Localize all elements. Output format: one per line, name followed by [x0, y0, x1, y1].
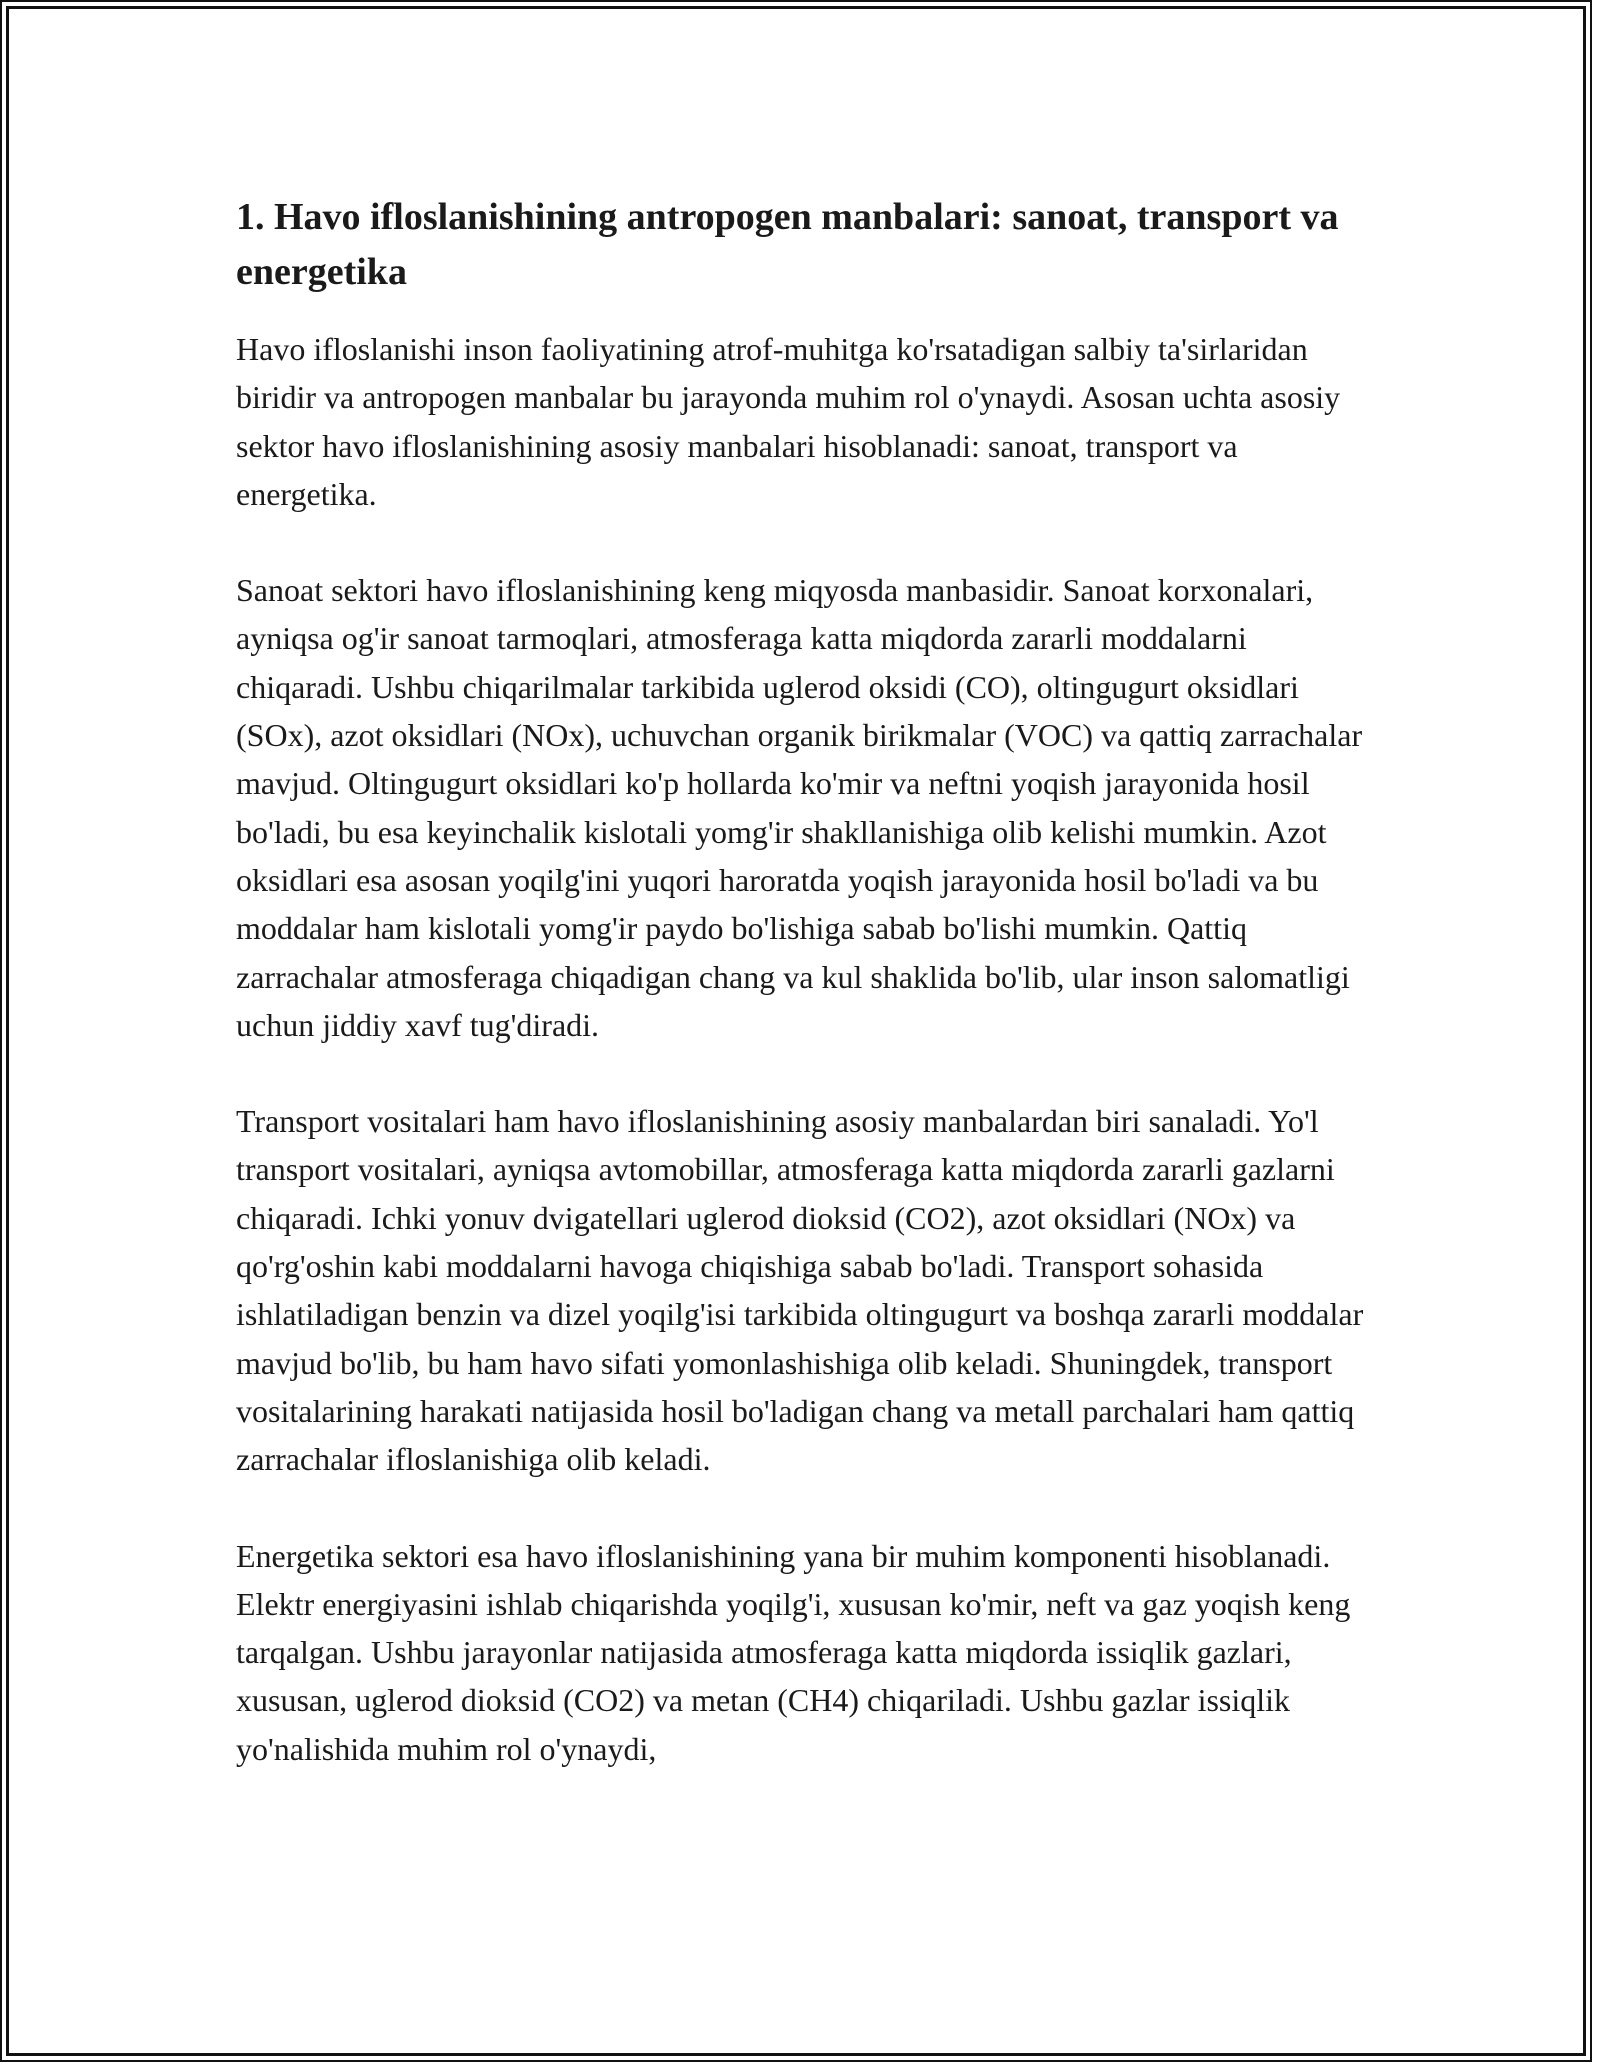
- paragraph-energy: Energetika sektori esa havo ifloslanishining yana bir muhim komponenti hisoblanadi. Elektr energiyasini ishlab chiqarishda yoqilg'i, xususan ko'mir, neft va gaz yoqish keng tarqalgan. Ushbu jarayonlar natijasida atmosferaga katta miqdorda issiqlik gazlari, xususan, uglerod dioksid (CO2) va metan (CH4) chiqariladi. Ushbu gazlar issiqlik yo'nalishida muhim rol o'ynaydi,: [236, 1537, 1351, 1767]
- paragraph-intro: Havo ifloslanishi inson faoliyatining atrof-muhitga ko'rsatadigan salbiy ta'sirlaridan biridir va antropogen manbalar bu jarayonda muhim rol o'ynaydi. Asosan uchta asosiy sektor havo ifloslanishining asosiy manbalari hisoblanadi: sanoat, transport va energetika.: [236, 331, 1341, 512]
- document-body: [236, 190, 1376, 1821]
- paragraph-industry: Sanoat sektori havo ifloslanishining keng miqyosda manbasidir. Sanoat korxonalari, ayniqsa og'ir sanoat tarmoqlari, atmosferaga katta miqdorda zararli moddalarni chiqaradi. Ushbu chiqarilmalar tarkibida uglerod oksidi (CO), oltingugurt oksidlari (SOx), azot oksidlari (NOx), uchuvchan organik birikmalar (VOC) va qattiq zarrachalar mavjud. Oltingugurt oksidlari ko'p hollarda ko'mir va neftni yoqish jarayonida hosil bo'ladi, bu esa keyinchalik kislotali yomg'ir shakllanishiga olib kelishi mumkin. Azot oksidlari esa asosan yoqilg'ini yuqori haroratda yoqish jarayonida hosil bo'ladi va bu moddalar ham kislotali yomg'ir paydo bo'lishiga sabab bo'lishi mumkin. Qattiq zarrachalar atmosferaga chiqadigan chang va kul shaklida bo'lib, ular inson salomatligi uchun jiddiy xavf tug'diradi.: [236, 572, 1363, 1043]
- paragraph-transport: Transport vositalari ham havo ifloslanishining asosiy manbalardan biri sanaladi. Yo'l transport vositalari, ayniqsa avtomobillar, atmosferaga katta miqdorda zararli gazlarni chiqaradi. Ichki yonuv dvigatellari uglerod dioksid (CO2), azot oksidlari (NOx) va qo'rg'oshin kabi moddalarni havoga chiqishiga sabab bo'ladi. Transport sohasida ishlatiladigan benzin va dizel yoqilg'isi tarkibida oltingugurt va boshqa zararli moddalar mavjud bo'lib, bu ham havo sifati yomonlashishiga olib keladi. Shuningdek, transport vositalarining harakati natijasida hosil bo'ladigan chang va metall parchalari ham qattiq zarrachalar ifloslanishiga olib keladi.: [236, 1103, 1364, 1478]
- section-heading: 1. Havo ifloslanishining antropogen manbalari: sanoat, transport va energetika: [236, 196, 1339, 293]
